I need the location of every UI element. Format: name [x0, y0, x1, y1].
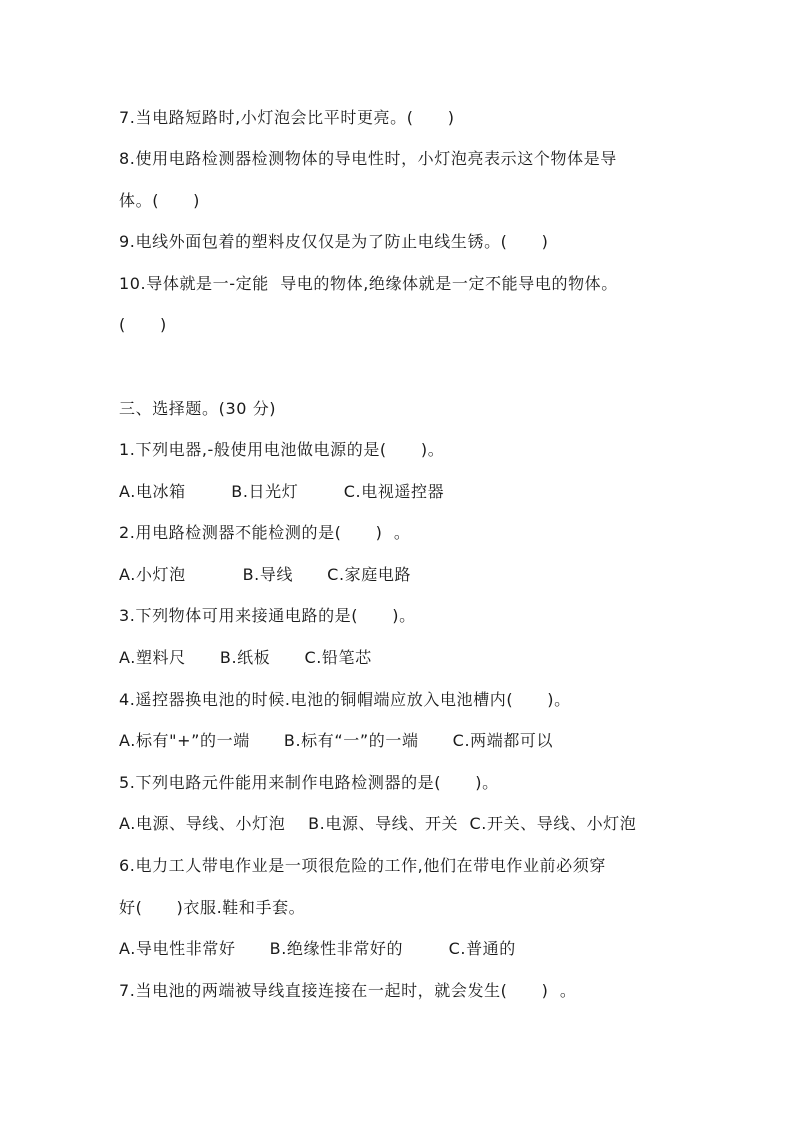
choice-q6-options: A.导电性非常好 B.绝缘性非常好的 C.普通的	[119, 939, 516, 958]
choice-q5-stem: 5.下列电路元件能用来制作电路检测器的是( )。	[119, 773, 499, 792]
choice-q7-stem: 7.当电池的两端被导线直接连接在一起时，就会发生( ) 。	[119, 981, 577, 1000]
judgement-q7: 7.当电路短路时,小灯泡会比平时更亮。( )	[119, 108, 455, 127]
choice-q2-stem: 2.用电路检测器不能检测的是( ) 。	[119, 523, 411, 542]
choice-q3-options: A.塑料尺 B.纸板 C.铅笔芯	[119, 648, 372, 667]
judgement-q10-line2: ( )	[119, 315, 167, 334]
choice-q1-options: A.电冰箱 B.日光灯 C.电视遥控器	[119, 482, 445, 501]
judgement-q8-line2: 体。( )	[119, 191, 200, 210]
choice-q4-stem: 4.遥控器换电池的时候.电池的铜帽端应放入电池槽内( )。	[119, 690, 571, 709]
choice-q4-options: A.标有"+”的一端 B.标有“一”的一端 C.两端都可以	[119, 731, 554, 750]
section-heading-choice: 三、选择题。(30 分)	[119, 399, 277, 418]
judgement-q8-line1: 8.使用电路检测器检测物体的导电性时，小灯泡亮表示这个物体是导	[119, 149, 617, 168]
choice-q6-stem-line2: 好( )衣服.鞋和手套。	[119, 898, 306, 917]
judgement-q10-line1: 10.导体就是一-定能 导电的物体,绝缘体就是一定不能导电的物体。	[119, 274, 618, 293]
judgement-q9: 9.电线外面包着的塑料皮仅仅是为了防止电线生锈。( )	[119, 232, 549, 251]
choice-q3-stem: 3.下列物体可用来接通电路的是( )。	[119, 606, 416, 625]
choice-q1-stem: 1.下列电器,-般使用电池做电源的是( )。	[119, 440, 445, 459]
choice-q5-options: A.电源、导线、小灯泡 B.电源、导线、开关 C.开关、导线、小灯泡	[119, 814, 637, 833]
choice-q2-options: A.小灯泡 B.导线 C.家庭电路	[119, 565, 412, 584]
choice-q6-stem-line1: 6.电力工人带电作业是一项很危险的工作,他们在带电作业前必须穿	[119, 856, 606, 875]
